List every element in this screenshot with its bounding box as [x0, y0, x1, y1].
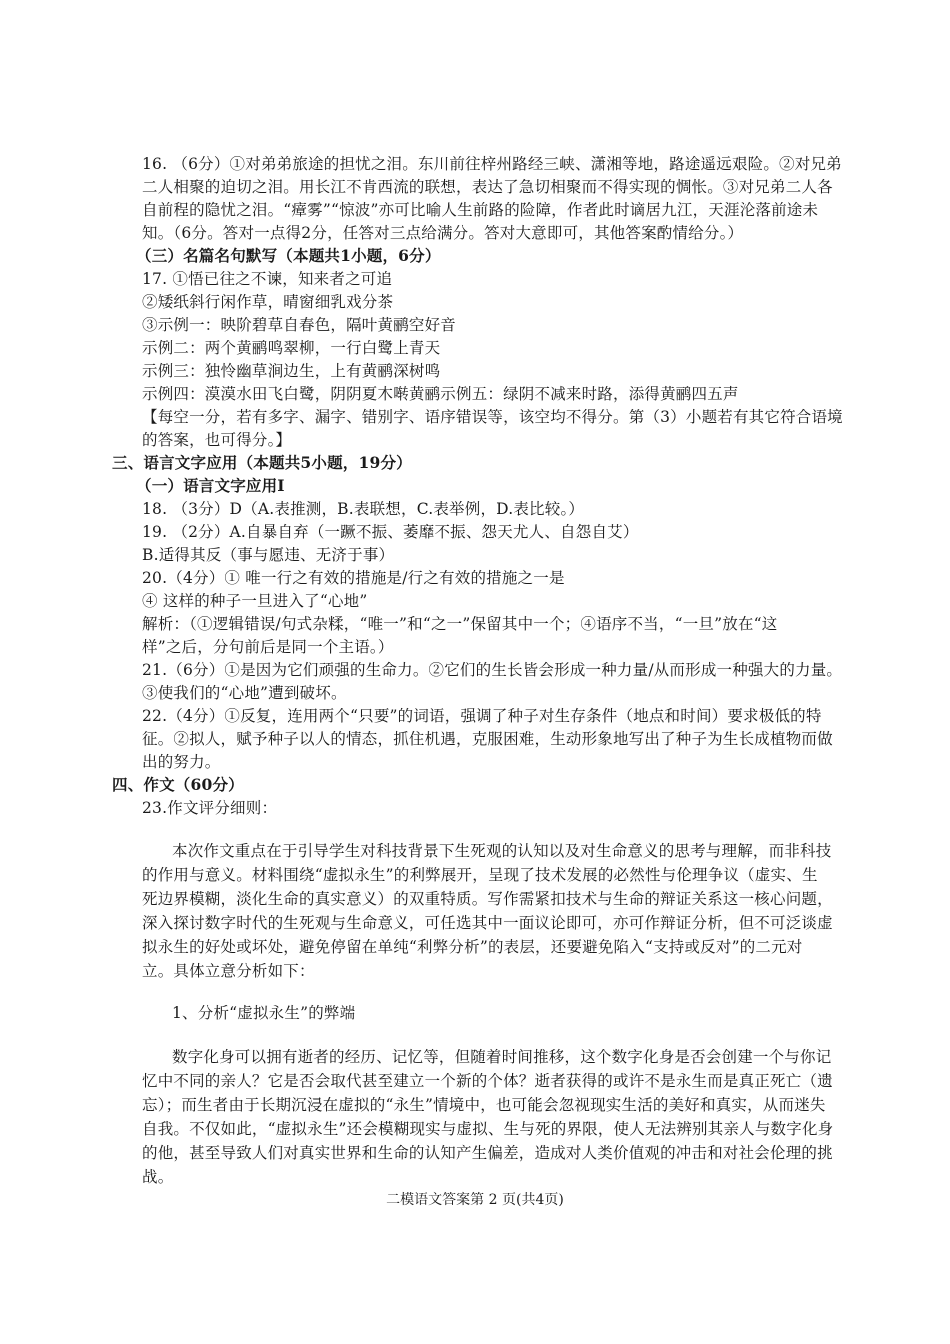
q17-line-2: ②矮纸斜行闲作草，晴窗细乳戏分茶 [142, 293, 394, 311]
q22-line-2: 征。②拟人，赋予种子以人的情态，抓住机遇，克服困难，生动形象地写出了种子为生长成植物而做 [142, 730, 833, 748]
q22-line-3: 出的努力。 [142, 753, 221, 771]
q17-note-line-1: 【每空一分，若有多字、漏字、错别字、语序错误等，该空均不得分。第（3）小题若有其它符合语境 [142, 408, 843, 426]
q20-line-2: ④ 这样的种子一旦进入了“心地” [142, 592, 368, 610]
q21-line-1: 21.（6分）①是因为它们顽强的生命力。②它们的生长皆会形成一种力量/从而形成一种强大的力量。 [142, 661, 843, 679]
q18-answer: 18. （3分）D（A.表推测，B.表联想，C.表举例，D.表比较。） [142, 500, 585, 518]
q17-example-2: 示例二：两个黄鹂鸣翠柳，一行白鹭上青天 [142, 339, 441, 357]
essay-para-1-line-4: 深入探讨数字时代的生死观与生命意义，可任选其中一面议论即可，亦可作辩证分析，但不可泛谈虚 [142, 914, 833, 932]
essay-para-1-line-5: 拟永生的好处或坏处，避免停留在单纯“利弊分析”的表层，还要避免陷入“支持或反对”的二元对 [142, 938, 803, 956]
q20-analysis-2: 样”之后，分句前后是同一个主语。） [142, 638, 394, 656]
essay-para-2-line-6: 战。 [142, 1168, 174, 1186]
q23-title: 23.作文评分细则： [142, 799, 278, 817]
q16-line-3: 自前程的隐忧之泪。“瘴雾”“惊波”亦可比喻人生前路的险障，作者此时谪居九江，天涯沦落前途未 [142, 201, 819, 219]
q17-line-3: ③示例一：映阶碧草自春色，隔叶黄鹂空好音 [142, 316, 457, 334]
section-3-heading: （三）名篇名句默写（本题共1小题，6分） [136, 246, 441, 265]
essay-para-1-line-3: 死边界模糊，淡化生命的真实意义）的双重特质。写作需紧扣技术与生命的辩证关系这一核心问题， [142, 890, 833, 908]
q16-line-1: 16. （6分）①对弟弟旅途的担忧之泪。东川前往梓州路经三峡、潇湘等地，路途遥远艰险。②对兄弟 [142, 155, 842, 173]
q17-example-4-5: 示例四：漠漠水田飞白鹭，阴阴夏木啭黄鹂示例五：绿阴不减来时路，添得黄鹂四五声 [142, 385, 739, 403]
essay-para-1-line-6: 立。具体立意分析如下： [142, 962, 315, 980]
q17-example-3: 示例三：独怜幽草涧边生，上有黄鹂深树鸣 [142, 362, 441, 380]
essay-para-2-line-5: 的他，甚至导致人们对真实世界和生命的认知产生偏差，造成对人类价值观的冲击和对社会伦理的挑 [142, 1144, 833, 1162]
q16-line-4: 知。（6分。答对一点得2分，任答对三点给满分。答对大意即可，其他答案酌情给分。） [142, 224, 744, 242]
q19-line-1: 19. （2分）A.自暴自弃（一蹶不振、萎靡不振、怨天尤人、自怨自艾） [142, 523, 639, 541]
q17-note-line-2: 的答案，也可得分。】 [142, 431, 292, 449]
essay-para-2-line-4: 自我。不仅如此，“虚拟永生”还会模糊现实与虚拟、生与死的界限，使人无法辨别其亲人与数字化身 [142, 1120, 834, 1138]
essay-para-1-line-1: 本次作文重点在于引导学生对科技背景下生死观的认知以及对生命意义的思考与理解，而非科技 [172, 842, 832, 860]
q16-line-2: 二人相聚的迫切之泪。用长江不肯西流的联想，表达了急切相聚而不得实现的惆怅。③对兄弟二人各 [142, 178, 833, 196]
essay-para-2-line-2: 忆中不同的亲人？它是否会取代甚至建立一个新的个体？逝者获得的或许不是永生而是真正死亡（遗 [142, 1072, 833, 1090]
q17-line-1: 17. ①悟已往之不谏，知来者之可追 [142, 270, 393, 288]
q20-analysis-1: 解析：（①逻辑错误/句式杂糅，“唯一”和“之一”保留其中一个；④语序不当，“一旦”放在“这 [142, 615, 778, 633]
q20-line-1: 20.（4分）① 唯一行之有效的措施是/行之有效的措施之一是 [142, 569, 565, 587]
q22-line-1: 22.（4分）①反复，连用两个“只要”的词语，强调了种子对生存条件（地点和时间）要求极低的特 [142, 707, 822, 725]
q21-line-2: ③使我们的“心地”遭到破坏。 [142, 684, 347, 702]
page-footer: 二模语文答案第 2 页(共4页) [386, 1192, 564, 1208]
part-4-heading: 四、作文（60分） [112, 775, 244, 794]
essay-point-1-heading: 1、分析“虚拟永生”的弊端 [172, 1004, 356, 1022]
essay-para-2-line-3: 忘）；而生者由于长期沉浸在虚拟的“永生”情境中，也可能会忽视现实生活的美好和真实，从而迷失 [142, 1096, 826, 1114]
essay-para-2-line-1: 数字化身可以拥有逝者的经历、记忆等，但随着时间推移，这个数字化身是否会创建一个与你记 [172, 1048, 832, 1066]
q19-line-2: B.适得其反（事与愿违、无济于事） [142, 546, 395, 564]
part-3-heading: 三、语言文字应用（本题共5小题，19分） [112, 453, 412, 472]
essay-para-1-line-2: 的作用与意义。材料围绕“虚拟永生”的利弊展开，呈现了技术发展的必然性与伦理争议（虚实、生 [142, 866, 818, 884]
subsection-1-heading: （一）语言文字应用I [136, 476, 285, 495]
